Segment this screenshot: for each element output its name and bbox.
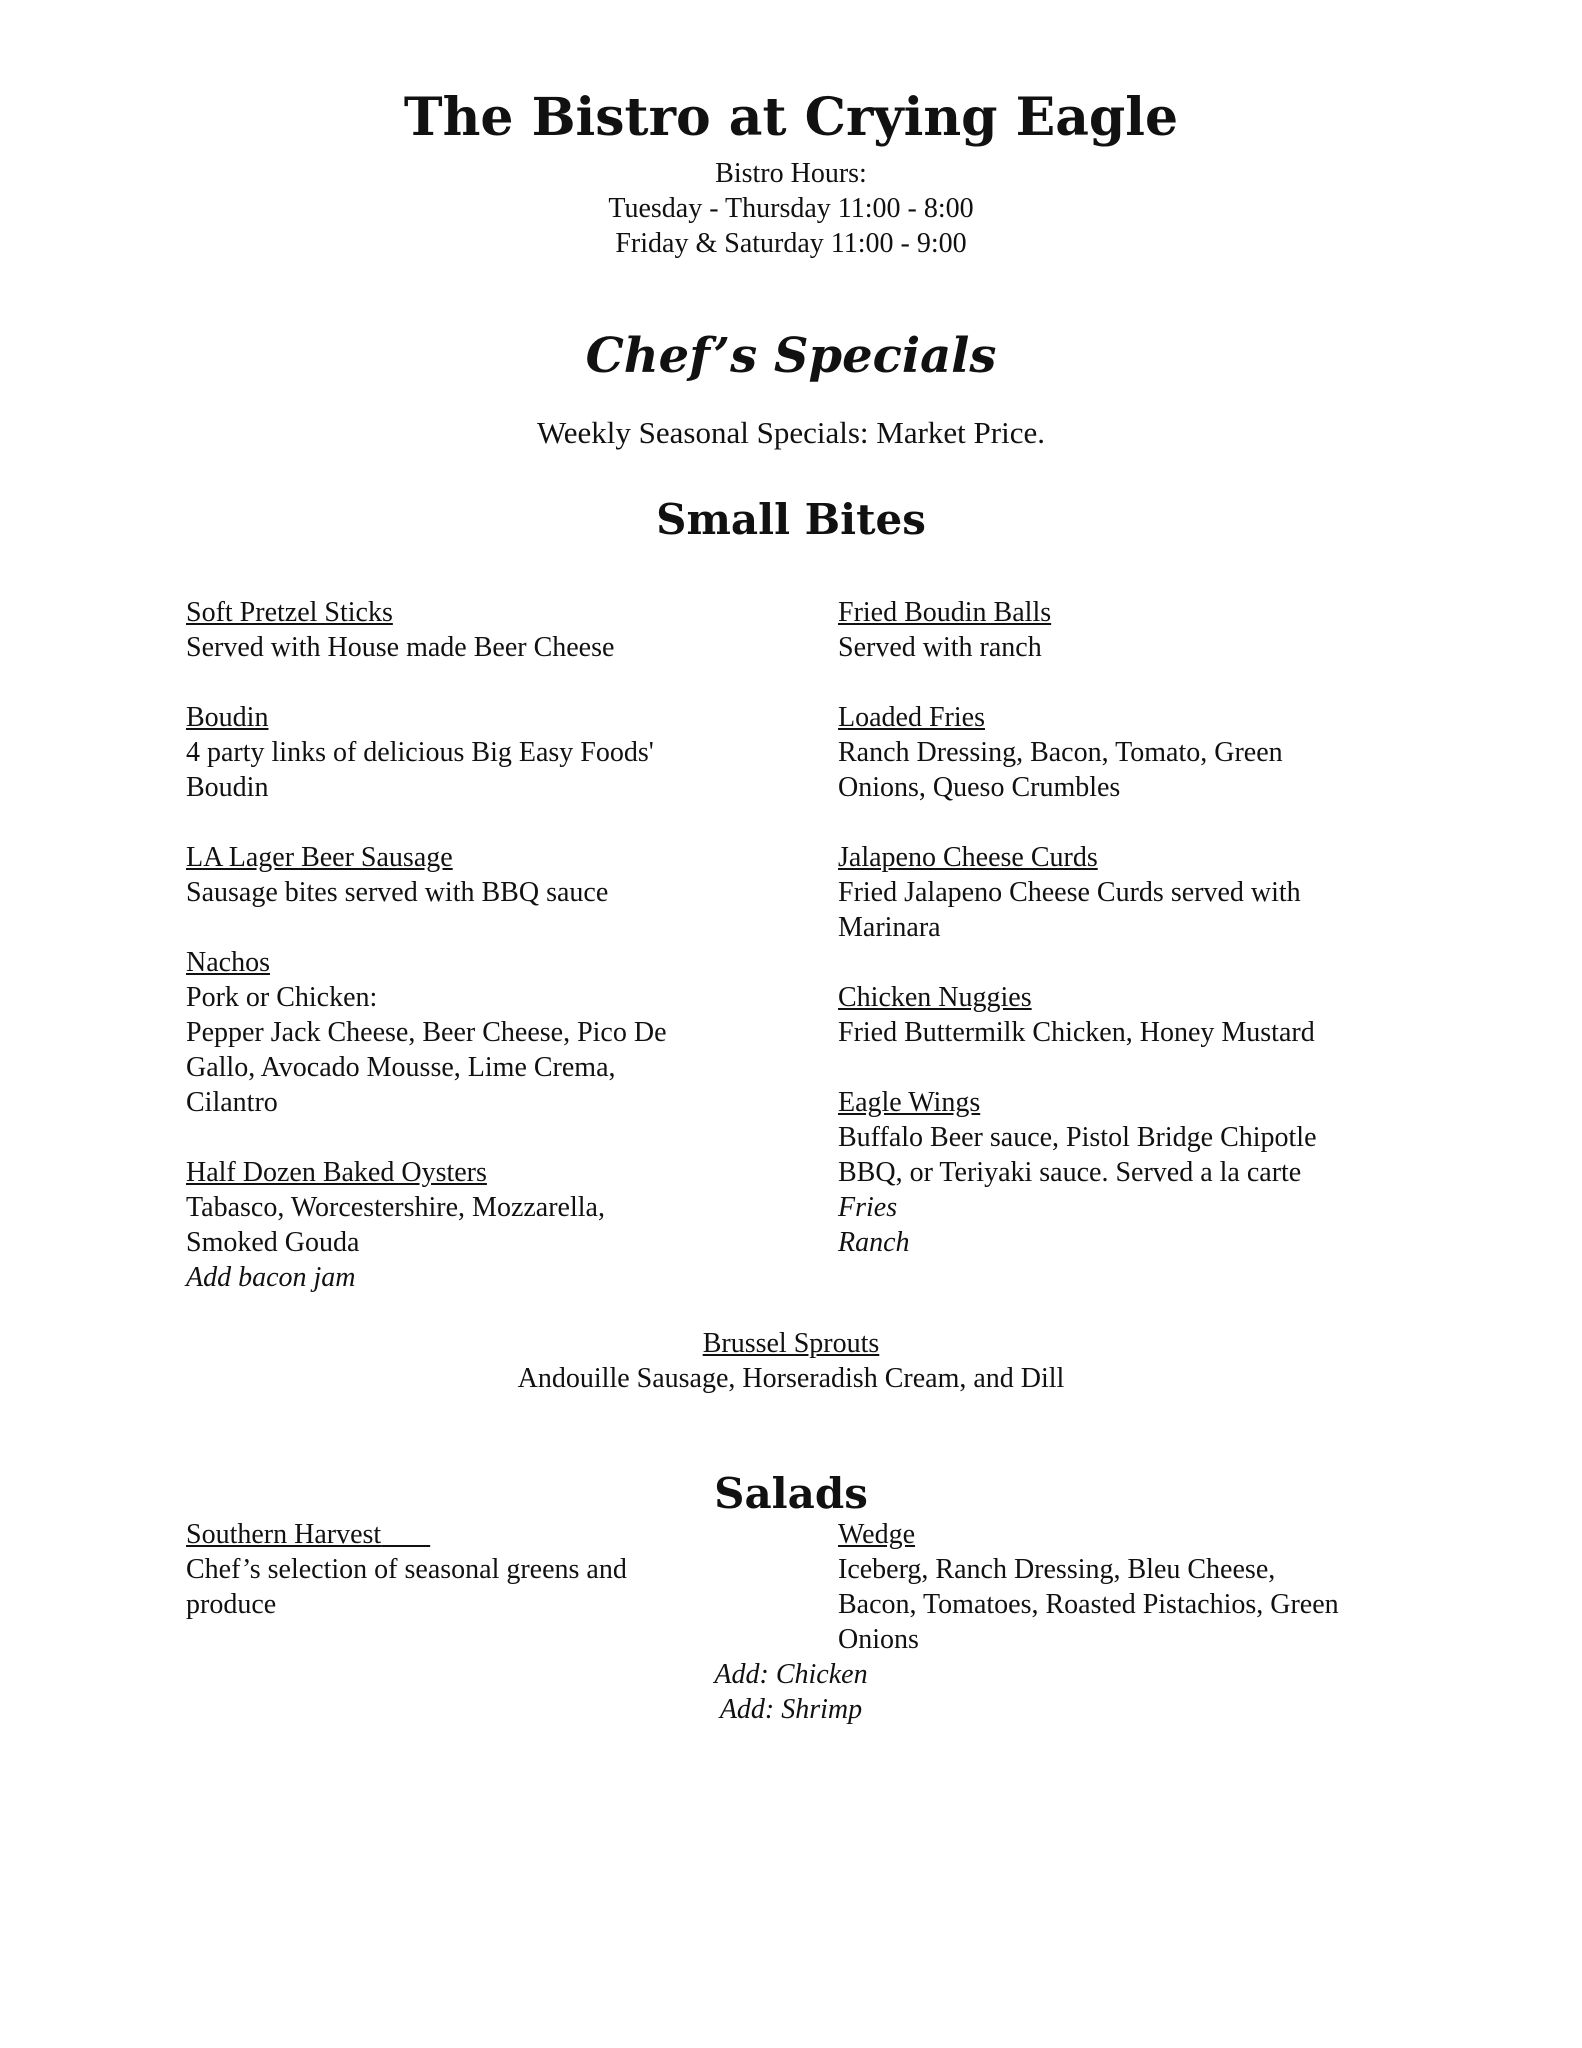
item-desc: Bacon, Tomatoes, Roasted Pistachios, Green — [838, 1589, 1339, 1620]
item-desc: Cilantro — [186, 1087, 278, 1118]
salad-addons — [0, 1657, 1582, 1727]
item-desc: Iceberg, Ranch Dressing, Bleu Cheese, — [838, 1554, 1276, 1585]
salads-heading: Salads — [714, 1469, 868, 1518]
item-desc: Sausage bites served with BBQ sauce — [186, 877, 609, 908]
item-addon: Add bacon jam — [186, 1262, 356, 1293]
hours-weekend: Friday & Saturday 11:00 - 9:00 — [615, 228, 967, 259]
item-name: Half Dozen Baked Oysters — [186, 1157, 487, 1188]
item-name: Brussel Sprouts — [702, 1328, 880, 1359]
salads-left-column — [186, 1517, 746, 1657]
item-desc: Boudin — [186, 772, 269, 803]
item-name: Jalapeno Cheese Curds — [838, 842, 1098, 873]
item-desc: produce — [186, 1589, 277, 1620]
bistro-hours — [0, 156, 1582, 261]
addon-shrimp: Add: Shrimp — [719, 1694, 863, 1725]
menu-item — [186, 1155, 746, 1295]
item-desc: Fried Buttermilk Chicken, Honey Mustard — [838, 1017, 1315, 1048]
chefs-specials-heading: Chef’s Specials — [585, 328, 997, 384]
menu-item — [838, 595, 1398, 665]
item-desc: Gallo, Avocado Mousse, Lime Crema, — [186, 1052, 616, 1083]
item-name: Wedge — [838, 1519, 916, 1550]
item-desc: Onions, Queso Crumbles — [838, 772, 1121, 803]
item-desc: Tabasco, Worcestershire, Mozzarella, — [186, 1192, 605, 1223]
small-bites-right-column — [838, 595, 1398, 1295]
item-name: Soft Pretzel Sticks — [186, 597, 393, 628]
item-name: Boudin — [186, 702, 269, 733]
item-desc: Marinara — [838, 912, 941, 943]
item-name: Fried Boudin Balls — [838, 597, 1052, 628]
item-desc: Chef’s selection of seasonal greens and — [186, 1554, 627, 1585]
item-name: Chicken Nuggies — [838, 982, 1032, 1013]
item-desc: Pepper Jack Cheese, Beer Cheese, Pico De — [186, 1017, 667, 1048]
item-desc: Served with House made Beer Cheese — [186, 632, 615, 663]
item-desc: Pork or Chicken: — [186, 982, 378, 1013]
menu-item — [838, 1517, 1418, 1657]
item-name: Eagle Wings — [838, 1087, 981, 1118]
menu-item — [838, 700, 1398, 805]
item-desc: Served with ranch — [838, 632, 1042, 663]
item-name: Southern Harvest — [186, 1519, 382, 1550]
item-addon: Fries — [838, 1192, 898, 1223]
hours-label: Bistro Hours: — [715, 158, 867, 189]
underline-filler — [381, 1519, 430, 1550]
item-name: Nachos — [186, 947, 270, 978]
small-bites-heading: Small Bites — [656, 495, 926, 544]
item-desc: Buffalo Beer sauce, Pistol Bridge Chipotle — [838, 1122, 1317, 1153]
item-desc: Smoked Gouda — [186, 1227, 360, 1258]
item-desc: Andouille Sausage, Horseradish Cream, and Dill — [517, 1363, 1065, 1394]
item-addon: Ranch — [838, 1227, 910, 1258]
item-desc: Fried Jalapeno Cheese Curds served with — [838, 877, 1301, 908]
item-desc: BBQ, or Teriyaki sauce. Served a la carte — [838, 1157, 1302, 1188]
small-bites-left-column — [186, 595, 746, 1330]
menu-item-centered — [0, 1326, 1582, 1396]
menu-item — [186, 1517, 746, 1622]
menu-item — [186, 840, 746, 910]
menu-item — [186, 945, 746, 1120]
menu-item — [838, 980, 1398, 1050]
menu-item — [186, 700, 746, 805]
item-desc: Ranch Dressing, Bacon, Tomato, Green — [838, 737, 1283, 768]
restaurant-title: The Bistro at Crying Eagle — [403, 87, 1179, 148]
addon-chicken: Add: Chicken — [714, 1659, 868, 1690]
specials-note: Weekly Seasonal Specials: Market Price. — [537, 415, 1045, 450]
hours-weekday: Tuesday - Thursday 11:00 - 8:00 — [608, 193, 974, 224]
item-name: LA Lager Beer Sausage — [186, 842, 453, 873]
item-name: Loaded Fries — [838, 702, 985, 733]
menu-item — [186, 595, 746, 665]
menu-item — [838, 840, 1398, 945]
menu-item — [838, 1085, 1398, 1260]
item-desc: 4 party links of delicious Big Easy Foods' — [186, 737, 654, 768]
item-desc: Onions — [838, 1624, 919, 1655]
